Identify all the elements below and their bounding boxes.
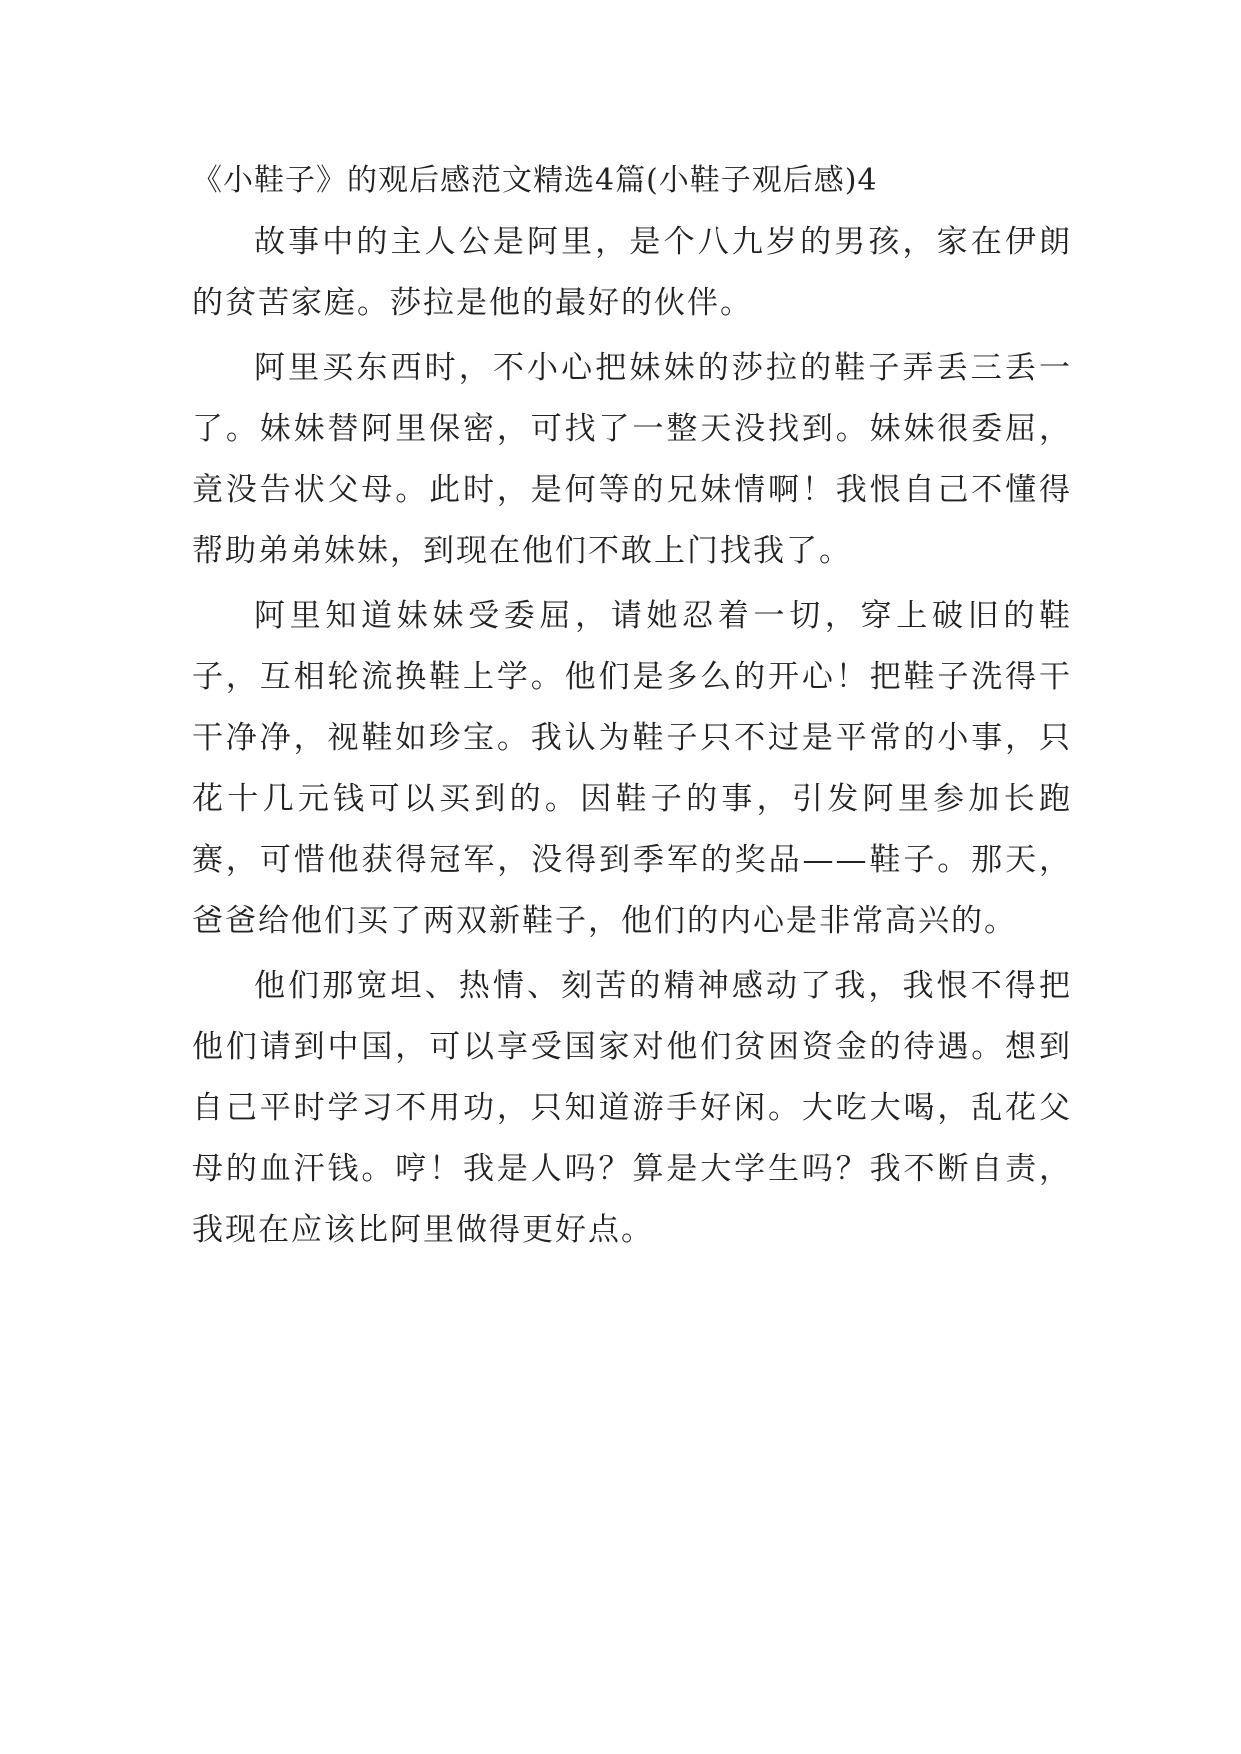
document-title: 《小鞋子》的观后感范文精选4篇(小鞋子观后感)4 xyxy=(192,163,878,198)
paragraph-3: 阿里知道妹妹受委屈，请她忍着一切，穿上破旧的鞋子，互相轮流换鞋上学。他们是多么的开心！把鞋子洗得干干净净，视鞋如珍宝。我认为鞋子只不过是平常的小事，只花十几元钱可以买到的。因鞋子的事，引发阿里参加长跑赛，可惜他获得冠军，没得到季军的奖品——鞋子。那天，爸爸给他们买了两双新鞋子，他们的内心是非常高兴的。 xyxy=(192,598,1072,939)
document-body xyxy=(192,150,1072,1261)
paragraph-1: 故事中的主人公是阿里，是个八九岁的男孩，家在伊朗的贫苦家庭。莎拉是他的最好的伙伴。 xyxy=(192,224,1072,321)
paragraph-2: 阿里买东西时，不小心把妹妹的莎拉的鞋子弄丢三丢一了。妹妹替阿里保密，可找了一整天没找到。妹妹很委屈，竟没告状父母。此时，是何等的兄妹情啊！我恨自己不懂得帮助弟弟妹妹，到现在他们不敢上门找我了。 xyxy=(192,350,1072,569)
paragraph-4: 他们那宽坦、热情、刻苦的精神感动了我，我恨不得把他们请到中国，可以享受国家对他们贫困资金的待遇。想到自己平时学习不用功，只知道游手好闲。大吃大喝，乱花父母的血汗钱。哼！我是人吗？算是大学生吗？我不断自责，我现在应该比阿里做得更好点。 xyxy=(192,968,1072,1248)
